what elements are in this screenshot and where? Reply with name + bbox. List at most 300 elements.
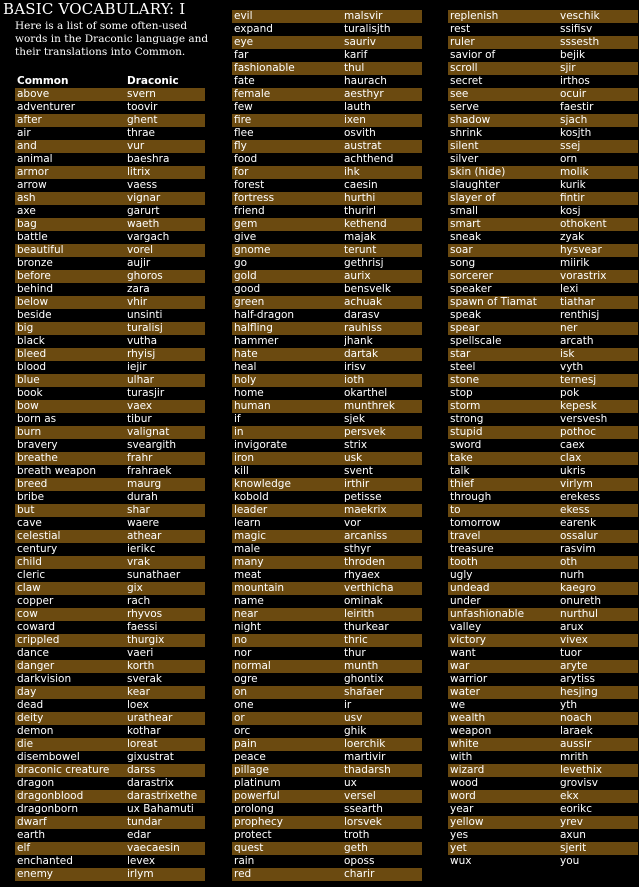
- common-word: born as: [17, 413, 57, 425]
- vocab-row: [232, 387, 422, 400]
- common-word: cave: [17, 517, 42, 529]
- draconic-word: ternesj: [560, 374, 597, 386]
- vocab-row: [15, 231, 205, 244]
- draconic-word: ux Bahamuti: [127, 803, 194, 815]
- common-word: eye: [234, 36, 254, 48]
- common-word: yes: [450, 829, 469, 841]
- common-word: powerful: [234, 790, 280, 802]
- common-word: peace: [234, 751, 266, 763]
- draconic-word: gix: [127, 582, 143, 594]
- common-word: arrow: [17, 179, 47, 191]
- vocab-row: [15, 478, 205, 491]
- draconic-word: rhyisj: [127, 348, 156, 360]
- common-word: day: [17, 686, 37, 698]
- common-word: adventurer: [17, 101, 76, 113]
- common-word: celestial: [17, 530, 61, 542]
- draconic-word: geth: [344, 842, 368, 854]
- vocab-row: [232, 127, 422, 140]
- vocab-row: [232, 192, 422, 205]
- draconic-word: shafaer: [344, 686, 384, 698]
- vocab-row: [232, 855, 422, 868]
- vocab-row: [448, 374, 638, 387]
- draconic-word: vignar: [127, 192, 161, 204]
- vocab-row: [448, 348, 638, 361]
- draconic-word: ghik: [344, 725, 367, 737]
- draconic-word: dartak: [344, 348, 379, 360]
- common-word: sneak: [450, 231, 482, 243]
- draconic-word: versvesh: [560, 413, 608, 425]
- vocab-row: [232, 712, 422, 725]
- common-word: orc: [234, 725, 251, 737]
- draconic-word: arytiss: [560, 673, 595, 685]
- vocab-row: [15, 400, 205, 413]
- vocab-row: [232, 244, 422, 257]
- vocab-row: [15, 153, 205, 166]
- draconic-word: yrev: [560, 816, 583, 828]
- draconic-word: lauth: [344, 101, 371, 113]
- vocab-row: [232, 816, 422, 829]
- draconic-word: turalisj: [127, 322, 163, 334]
- common-word: few: [234, 101, 253, 113]
- vocab-row: [448, 114, 638, 127]
- draconic-word: caex: [560, 439, 585, 451]
- common-word: far: [234, 49, 249, 61]
- common-word: for: [234, 166, 249, 178]
- common-word: breath weapon: [17, 465, 96, 477]
- draconic-word: petisse: [344, 491, 382, 503]
- draconic-word: rach: [127, 595, 151, 607]
- common-word: black: [17, 335, 45, 347]
- vocab-row: [15, 218, 205, 231]
- draconic-word: ekx: [560, 790, 579, 802]
- common-word: thief: [450, 478, 474, 490]
- draconic-word: throden: [344, 556, 386, 568]
- vocab-row: [232, 556, 422, 569]
- common-word: song: [450, 257, 476, 269]
- common-word: yet: [450, 842, 467, 854]
- common-word: speak: [450, 309, 482, 321]
- draconic-word: irlym: [127, 868, 154, 880]
- common-word: and: [17, 140, 37, 152]
- draconic-word: sauriv: [344, 36, 377, 48]
- common-word: see: [450, 88, 469, 100]
- draconic-word: ghontix: [344, 673, 384, 685]
- common-word: through: [450, 491, 492, 503]
- common-word: travel: [450, 530, 481, 542]
- draconic-word: kaegro: [560, 582, 596, 594]
- common-word: shrink: [450, 127, 483, 139]
- common-word: hate: [234, 348, 258, 360]
- vocab-row: [448, 387, 638, 400]
- common-word: rest: [450, 23, 471, 35]
- vocab-row: [232, 647, 422, 660]
- draconic-word: sjerit: [560, 842, 587, 854]
- draconic-word: vivex: [560, 634, 588, 646]
- draconic-word: fintir: [560, 192, 585, 204]
- common-word: star: [450, 348, 471, 360]
- vocab-row: [448, 452, 638, 465]
- draconic-word: haurach: [344, 75, 387, 87]
- vocab-row: [448, 244, 638, 257]
- common-word: slayer of: [450, 192, 496, 204]
- draconic-word: ghent: [127, 114, 158, 126]
- draconic-word: kear: [127, 686, 150, 698]
- draconic-word: noach: [560, 712, 592, 724]
- draconic-word: ulhar: [127, 374, 154, 386]
- vocab-row: [232, 842, 422, 855]
- vocab-row: [232, 101, 422, 114]
- draconic-word: zyak: [560, 231, 585, 243]
- vocab-row: [232, 426, 422, 439]
- vocab-row: [448, 842, 638, 855]
- common-word: beside: [17, 309, 52, 321]
- draconic-word: mrith: [560, 751, 589, 763]
- draconic-word: maekrix: [344, 504, 387, 516]
- draconic-word: ukris: [560, 465, 586, 477]
- common-word: go: [234, 257, 248, 269]
- draconic-word: tundar: [127, 816, 162, 828]
- common-word: stupid: [450, 426, 483, 438]
- common-word: spellscale: [450, 335, 502, 347]
- common-word: deity: [17, 712, 44, 724]
- vocab-row: [15, 140, 205, 153]
- vocab-row: [448, 218, 638, 231]
- vocab-row: [232, 322, 422, 335]
- common-word: fate: [234, 75, 255, 87]
- vocab-row: [15, 647, 205, 660]
- vocab-row: [15, 803, 205, 816]
- vocab-row: [15, 270, 205, 283]
- vocab-row: [448, 296, 638, 309]
- common-word: wealth: [450, 712, 486, 724]
- vocab-row: [448, 140, 638, 153]
- common-word: year: [450, 803, 474, 815]
- common-word: good: [234, 283, 261, 295]
- common-word: beautiful: [17, 244, 64, 256]
- draconic-word: yth: [560, 699, 577, 711]
- draconic-word: lexi: [560, 283, 579, 295]
- common-word: book: [17, 387, 43, 399]
- vocab-row: [15, 751, 205, 764]
- draconic-word: versel: [344, 790, 376, 802]
- common-word: strong: [450, 413, 484, 425]
- draconic-word: durah: [127, 491, 158, 503]
- common-word: below: [17, 296, 49, 308]
- draconic-word: sjir: [560, 62, 576, 74]
- vocab-row: [448, 283, 638, 296]
- common-word: replenish: [450, 10, 499, 22]
- draconic-word: faessi: [127, 621, 158, 633]
- draconic-word: clax: [560, 452, 582, 464]
- draconic-word: turasjir: [127, 387, 165, 399]
- vocab-row: [448, 413, 638, 426]
- vocab-row: [448, 855, 638, 868]
- vocab-column-2: [232, 10, 422, 881]
- vocab-row: [15, 88, 205, 101]
- common-word: give: [234, 231, 257, 243]
- vocab-row: [15, 283, 205, 296]
- common-word: sword: [450, 439, 482, 451]
- vocab-row: [15, 439, 205, 452]
- vocab-column-3: [448, 10, 638, 868]
- vocab-row: [15, 725, 205, 738]
- common-word: cow: [17, 608, 38, 620]
- common-word: warrior: [450, 673, 488, 685]
- vocab-row: [232, 114, 422, 127]
- common-word: fashionable: [234, 62, 295, 74]
- draconic-word: oth: [560, 556, 578, 568]
- common-word: breathe: [17, 452, 58, 464]
- draconic-word: ominak: [344, 595, 383, 607]
- common-word: ash: [17, 192, 36, 204]
- vocab-row: [448, 426, 638, 439]
- common-word: storm: [450, 400, 481, 412]
- vocab-row: [448, 803, 638, 816]
- draconic-word: thrae: [127, 127, 155, 139]
- draconic-word: hesjing: [560, 686, 598, 698]
- draconic-word: ossalur: [560, 530, 598, 542]
- draconic-word: caesin: [344, 179, 378, 191]
- draconic-word: isk: [560, 348, 575, 360]
- draconic-word: axun: [560, 829, 586, 841]
- draconic-word: tibur: [127, 413, 152, 425]
- common-word: learn: [234, 517, 261, 529]
- draconic-word: ixen: [344, 114, 366, 126]
- draconic-word: pok: [560, 387, 580, 399]
- vocab-row: [448, 153, 638, 166]
- draconic-word: arcaniss: [344, 530, 388, 542]
- common-word: stone: [450, 374, 480, 386]
- vocab-row: [232, 517, 422, 530]
- draconic-word: sveargith: [127, 439, 177, 451]
- draconic-word: nurthul: [560, 608, 598, 620]
- common-word: dwarf: [17, 816, 47, 828]
- common-word: enemy: [17, 868, 54, 880]
- common-word: but: [17, 504, 35, 516]
- vocab-row: [448, 582, 638, 595]
- common-word: valley: [450, 621, 482, 633]
- vocab-row: [232, 49, 422, 62]
- common-word: behind: [17, 283, 54, 295]
- vocab-row: [15, 868, 205, 881]
- draconic-word: loerchik: [344, 738, 386, 750]
- common-word: bravery: [17, 439, 58, 451]
- draconic-word: achuak: [344, 296, 383, 308]
- vocab-row: [448, 751, 638, 764]
- vocab-row: [232, 257, 422, 270]
- draconic-word: kosjth: [560, 127, 592, 139]
- common-word: fire: [234, 114, 252, 126]
- common-word: in: [234, 426, 244, 438]
- draconic-word: vor: [344, 517, 361, 529]
- vocab-row: [232, 140, 422, 153]
- draconic-word: darastrix: [127, 777, 174, 789]
- draconic-word: levex: [127, 855, 156, 867]
- draconic-word: terunt: [344, 244, 377, 256]
- vocab-row: [448, 777, 638, 790]
- common-word: crippled: [17, 634, 60, 646]
- vocab-row: [232, 205, 422, 218]
- vocab-row: [15, 387, 205, 400]
- common-word: victory: [450, 634, 486, 646]
- vocab-row: [448, 127, 638, 140]
- draconic-word: munthrek: [344, 400, 395, 412]
- common-word: leader: [234, 504, 268, 516]
- common-word: undead: [450, 582, 490, 594]
- draconic-word: svern: [127, 88, 156, 100]
- common-word: enchanted: [17, 855, 73, 867]
- draconic-word: ssej: [560, 140, 581, 152]
- vocab-row: [448, 270, 638, 283]
- common-word: danger: [17, 660, 55, 672]
- draconic-word: thric: [344, 634, 368, 646]
- vocab-row: [15, 556, 205, 569]
- vocab-column-1: [15, 75, 205, 881]
- draconic-word: kosj: [560, 205, 581, 217]
- common-word: we: [450, 699, 466, 711]
- common-word: on: [234, 686, 248, 698]
- vocab-row: [15, 816, 205, 829]
- vocab-row: [232, 725, 422, 738]
- vocab-row: [448, 556, 638, 569]
- draconic-word: tuor: [560, 647, 582, 659]
- draconic-word: urathear: [127, 712, 173, 724]
- common-word: take: [450, 452, 473, 464]
- common-word: wux: [450, 855, 472, 867]
- draconic-word: majak: [344, 231, 377, 243]
- common-word: smart: [450, 218, 481, 230]
- draconic-word: aujir: [127, 257, 151, 269]
- common-word: battle: [17, 231, 48, 243]
- draconic-word: ekess: [560, 504, 590, 516]
- draconic-word: kethend: [344, 218, 387, 230]
- vocab-row: [15, 621, 205, 634]
- draconic-word: miirik: [560, 257, 590, 269]
- draconic-word: svent: [344, 465, 373, 477]
- draconic-word: valignat: [127, 426, 170, 438]
- common-word: white: [450, 738, 479, 750]
- vocab-row: [232, 88, 422, 101]
- vocab-row: [232, 608, 422, 621]
- vocab-row: [448, 192, 638, 205]
- vocab-row: [232, 62, 422, 75]
- vocab-row: [15, 777, 205, 790]
- draconic-word: austrat: [344, 140, 382, 152]
- vocab-row: [232, 10, 422, 23]
- vocab-row: [448, 543, 638, 556]
- common-word: or: [234, 712, 245, 724]
- common-word: claw: [17, 582, 41, 594]
- common-word: water: [450, 686, 480, 698]
- vocab-row: [15, 608, 205, 621]
- common-word: coward: [17, 621, 56, 633]
- common-word: iron: [234, 452, 255, 464]
- draconic-word: achthend: [344, 153, 394, 165]
- common-word: many: [234, 556, 264, 568]
- vocab-row: [448, 764, 638, 777]
- draconic-word: litrix: [127, 166, 151, 178]
- vocab-row: [448, 335, 638, 348]
- vocab-row: [448, 673, 638, 686]
- draconic-word: kepesk: [560, 400, 597, 412]
- draconic-word: aurix: [344, 270, 371, 282]
- draconic-word: waeth: [127, 218, 160, 230]
- draconic-word: rasvim: [560, 543, 596, 555]
- common-word: copper: [17, 595, 54, 607]
- vocab-row: [448, 75, 638, 88]
- vocab-row: [232, 374, 422, 387]
- vocab-row: [15, 673, 205, 686]
- draconic-word: vaeri: [127, 647, 154, 659]
- vocab-row: [232, 439, 422, 452]
- vocab-row: [232, 309, 422, 322]
- vocab-row: [232, 673, 422, 686]
- common-word: female: [234, 88, 271, 100]
- draconic-word: arux: [560, 621, 584, 633]
- draconic-word: vaecaesin: [127, 842, 180, 854]
- common-word: food: [234, 153, 258, 165]
- draconic-word: charir: [344, 868, 375, 880]
- vocab-row: [15, 361, 205, 374]
- common-word: normal: [234, 660, 271, 672]
- draconic-word: onureth: [560, 595, 602, 607]
- draconic-word: sjek: [344, 413, 365, 425]
- page-title: BASIC VOCABULARY: I: [3, 0, 186, 18]
- common-word: want: [450, 647, 476, 659]
- common-word: fly: [234, 140, 247, 152]
- vocab-row: [15, 530, 205, 543]
- draconic-word: ghoros: [127, 270, 163, 282]
- vocab-row: [232, 764, 422, 777]
- vocab-row: [448, 569, 638, 582]
- draconic-word: irthir: [344, 478, 370, 490]
- draconic-word: oposs: [344, 855, 375, 867]
- common-word: child: [17, 556, 42, 568]
- header-common: Common: [17, 75, 69, 87]
- common-word: secret: [450, 75, 483, 87]
- vocab-row: [448, 530, 638, 543]
- vocab-row: [448, 400, 638, 413]
- common-word: ugly: [450, 569, 473, 581]
- common-word: kobold: [234, 491, 269, 503]
- common-word: bribe: [17, 491, 45, 503]
- vocab-row: [232, 452, 422, 465]
- draconic-word: ux: [344, 777, 357, 789]
- draconic-word: bensvelk: [344, 283, 391, 295]
- vocab-row: [15, 686, 205, 699]
- common-word: disembowel: [17, 751, 80, 763]
- vocab-row: [448, 231, 638, 244]
- vocab-row: [448, 517, 638, 530]
- common-word: pain: [234, 738, 257, 750]
- draconic-word: ioth: [344, 374, 365, 386]
- vocab-row: [448, 738, 638, 751]
- common-word: after: [17, 114, 42, 126]
- vocab-row: [232, 465, 422, 478]
- draconic-word: bejik: [560, 49, 586, 61]
- vocab-row: [232, 335, 422, 348]
- vocab-row: [448, 699, 638, 712]
- common-word: near: [234, 608, 258, 620]
- vocab-row: [232, 153, 422, 166]
- vocab-row: [232, 491, 422, 504]
- vocab-row: [232, 595, 422, 608]
- common-word: treasure: [450, 543, 494, 555]
- common-word: wizard: [450, 764, 485, 776]
- vocab-row: [232, 75, 422, 88]
- common-word: prolong: [234, 803, 274, 815]
- vocab-row: [232, 686, 422, 699]
